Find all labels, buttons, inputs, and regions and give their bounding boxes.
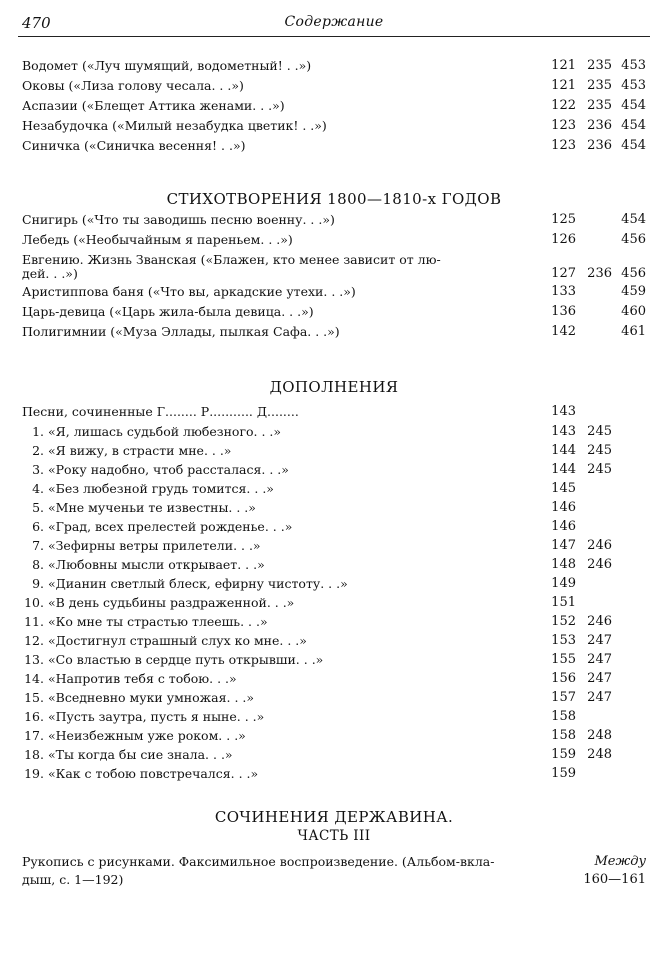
- entry-number: 4.: [32, 481, 44, 496]
- page-ref: 245: [587, 424, 612, 439]
- toc-entry: [22, 688, 646, 708]
- page-ref: 148: [551, 557, 576, 572]
- page-ref: 123: [551, 138, 576, 153]
- toc-entry: [22, 302, 646, 322]
- page-ref: 156: [551, 671, 576, 686]
- page-ref: 459: [621, 284, 646, 299]
- page-ref: 144: [551, 443, 576, 458]
- page-ref: 245: [587, 443, 612, 458]
- toc-entry: [22, 707, 646, 727]
- page-number: 470: [22, 14, 51, 32]
- page-ref: 122: [551, 98, 576, 113]
- toc-entry-title: «Любовны мысли открывает. . .»: [48, 557, 265, 572]
- page-ref: 236: [587, 118, 612, 133]
- toc-entry: [22, 669, 646, 689]
- entry-number: 7.: [32, 538, 44, 553]
- toc-entry: [22, 726, 646, 746]
- page-ref: 121: [551, 78, 576, 93]
- running-head: Содержание: [284, 14, 384, 30]
- manuscript-label-row: [22, 852, 646, 872]
- toc-entry: [22, 264, 646, 284]
- page-ref: 123: [551, 118, 576, 133]
- toc-entry-title: Снигирь («Что ты заводишь песню военну. . .»): [22, 212, 335, 227]
- page-ref: 160—161: [583, 872, 646, 887]
- page-ref: 158: [551, 728, 576, 743]
- page-ref: 236: [587, 138, 612, 153]
- toc-entry-title: Синичка («Синичка весення! . .»): [22, 138, 246, 153]
- page-ref: 235: [587, 58, 612, 73]
- toc-entry-title: Полигимнии («Муза Эллады, пылкая Сафа. . .»): [22, 324, 340, 339]
- entry-number: 3.: [32, 462, 44, 477]
- toc-entry-title: «Достигнул страшный слух ко мне. . .»: [48, 633, 307, 648]
- toc-entry-title: «В день судьбины раздраженной. . .»: [48, 595, 295, 610]
- toc-entry: [22, 422, 646, 442]
- songs-heading: [22, 402, 646, 422]
- between-label: Между: [594, 854, 646, 869]
- toc-entry: [22, 479, 646, 499]
- page-ref: 149: [551, 576, 576, 591]
- toc-entry-title: «Как с тобою повстречался. . .»: [48, 766, 259, 781]
- page-ref: 235: [587, 98, 612, 113]
- entry-number: 10.: [24, 595, 44, 610]
- toc-entry-title: Лебедь («Необычайным я пареньем. . .»): [22, 232, 293, 247]
- page-ref: 235: [587, 78, 612, 93]
- page-ref: 125: [551, 212, 576, 227]
- toc-entry: [22, 460, 646, 480]
- entry-number: 8.: [32, 557, 44, 572]
- entry-number: 14.: [24, 671, 44, 686]
- page-ref: 245: [587, 462, 612, 477]
- page-ref: 246: [587, 557, 612, 572]
- page-ref: 248: [587, 728, 612, 743]
- toc-entry-title: «Неизбежным уже роком. . .»: [48, 728, 246, 743]
- toc-entry-title: Незабудочка («Милый незабудка цветик! . .»): [22, 118, 327, 133]
- toc-entry-title: Водомет («Луч шумящий, водометный! . .»): [22, 58, 312, 73]
- toc-entry: [22, 745, 646, 765]
- toc-entry: [22, 517, 646, 537]
- page-ref: 126: [551, 232, 576, 247]
- toc-entry: [22, 210, 646, 230]
- section-heading: ДОПОЛНЕНИЯ: [269, 378, 399, 396]
- page-ref: 247: [587, 671, 612, 686]
- toc-entry: [22, 56, 646, 76]
- toc-entry-title: «Пусть заутра, пусть я ныне. . .»: [48, 709, 265, 724]
- page-ref: 143: [551, 404, 576, 419]
- page-ref: 248: [587, 747, 612, 762]
- page-ref: 454: [621, 138, 646, 153]
- toc-entry-title: «Я вижу, в страсти мне. . .»: [48, 443, 232, 458]
- entry-number: 1.: [32, 424, 44, 439]
- page-ref: 454: [621, 118, 646, 133]
- toc-entry: [22, 764, 646, 784]
- entry-number: 2.: [32, 443, 44, 458]
- entry-number: 13.: [24, 652, 44, 667]
- page-ref: 152: [551, 614, 576, 629]
- page-ref: 145: [551, 481, 576, 496]
- page-ref: 454: [621, 98, 646, 113]
- page-ref: 159: [551, 747, 576, 762]
- page-ref: 146: [551, 500, 576, 515]
- page-ref: 153: [551, 633, 576, 648]
- page-ref: 453: [621, 78, 646, 93]
- page-ref: 157: [551, 690, 576, 705]
- entry-number: 5.: [32, 500, 44, 515]
- page-ref: 144: [551, 462, 576, 477]
- toc-entry-title: Аристиппова баня («Что вы, аркадские утехи. . .»): [22, 284, 356, 299]
- toc-entry: [22, 574, 646, 594]
- page-ref: 461: [621, 324, 646, 339]
- page-ref: 453: [621, 58, 646, 73]
- page-ref: 246: [587, 614, 612, 629]
- entry-number: 12.: [24, 633, 44, 648]
- page-ref: 247: [587, 652, 612, 667]
- page-ref: 456: [621, 232, 646, 247]
- page-ref: 151: [551, 595, 576, 610]
- page-ref: 146: [551, 519, 576, 534]
- section-subheading: ЧАСТЬ III: [297, 828, 371, 844]
- manuscript-line-1: Рукопись с рисунками. Факсимильное воспроизведение. (Альбом-вкла-: [22, 854, 495, 869]
- entry-number: 6.: [32, 519, 44, 534]
- section-heading: СОЧИНЕНИЯ ДЕРЖАВИНА.: [214, 808, 454, 826]
- toc-entry: [22, 593, 646, 613]
- toc-entry: [22, 441, 646, 461]
- page-ref: 143: [551, 424, 576, 439]
- toc-entry: [22, 650, 646, 670]
- toc-entry: [22, 96, 646, 116]
- toc-entry: [22, 116, 646, 136]
- toc-entry: [22, 76, 646, 96]
- page-ref: 460: [621, 304, 646, 319]
- toc-entry: [22, 631, 646, 651]
- toc-entry-title: Песни, сочиненные Г........ Р........... Д........: [22, 404, 299, 419]
- toc-entry-title: «Без любезной грудь томится. . .»: [48, 481, 274, 496]
- toc-entry-title: «Со властью в сердце путь открывши. . .»: [48, 652, 324, 667]
- toc-entry: [22, 136, 646, 156]
- toc-entry-title: «Мне мученьи те известны. . .»: [48, 500, 256, 515]
- page-ref: 454: [621, 212, 646, 227]
- toc-entry-continuation: дей. . .»): [22, 266, 78, 281]
- page-ref: 158: [551, 709, 576, 724]
- toc-entry: [22, 282, 646, 302]
- entry-number: 16.: [24, 709, 44, 724]
- manuscript-pages-row: [22, 870, 646, 890]
- toc-entry-title: «Я, лишась судьбой любезного. . .»: [48, 424, 282, 439]
- page-ref: 247: [587, 690, 612, 705]
- page-ref: 246: [587, 538, 612, 553]
- toc-entry: [22, 555, 646, 575]
- entry-number: 18.: [24, 747, 44, 762]
- toc-entry: [22, 612, 646, 632]
- toc-entry-title: «Град, всех прелестей рожденье. . .»: [48, 519, 293, 534]
- section-heading: СТИХОТВОРЕНИЯ 1800—1810-х ГОДОВ: [166, 190, 502, 208]
- entry-number: 15.: [24, 690, 44, 705]
- entry-number: 19.: [24, 766, 44, 781]
- toc-entry-title: «Ты когда бы сие знала. . .»: [48, 747, 233, 762]
- page-ref: 127: [551, 266, 576, 281]
- toc-entry-title: «Дианин светлый блеск, ефирну чистоту. . .»: [48, 576, 348, 591]
- page-ref: 142: [551, 324, 576, 339]
- manuscript-line-2: дыш, с. 1—192): [22, 872, 124, 887]
- toc-entry-title: «Вседневно муки умножая. . .»: [48, 690, 255, 705]
- entry-number: 11.: [24, 614, 44, 629]
- toc-entry-title: Царь-девица («Царь жила-была девица. . .»): [22, 304, 314, 319]
- toc-entry: [22, 322, 646, 342]
- page-ref: 147: [551, 538, 576, 553]
- page-ref: 121: [551, 58, 576, 73]
- page-ref: 136: [551, 304, 576, 319]
- toc-entry-title: «Ко мне ты страстью тлеешь. . .»: [48, 614, 268, 629]
- toc-entry-title: Аспазии («Блещет Аттика женами. . .»): [22, 98, 285, 113]
- toc-entry-title: «Зефирны ветры прилетели. . .»: [48, 538, 261, 553]
- entry-number: 17.: [24, 728, 44, 743]
- page-ref: 236: [587, 266, 612, 281]
- page-header: [22, 14, 646, 36]
- page-ref: 456: [621, 266, 646, 281]
- page-ref: 133: [551, 284, 576, 299]
- toc-entry-title: «Року надобно, чтоб рассталася. . .»: [48, 462, 289, 477]
- toc-entry-title: «Напротив тебя с тобою. . .»: [48, 671, 237, 686]
- entry-number: 9.: [32, 576, 44, 591]
- toc-entry-title: Оковы («Лиза голову чесала. . .»): [22, 78, 244, 93]
- toc-entry: [22, 230, 646, 250]
- page-ref: 159: [551, 766, 576, 781]
- page-ref: 247: [587, 633, 612, 648]
- header-rule: [18, 36, 650, 37]
- toc-entry-title: Евгению. Жизнь Званская («Блажен, кто менее зависит от лю-: [22, 252, 441, 267]
- toc-entry: [22, 536, 646, 556]
- page-ref: 155: [551, 652, 576, 667]
- toc-entry: [22, 498, 646, 518]
